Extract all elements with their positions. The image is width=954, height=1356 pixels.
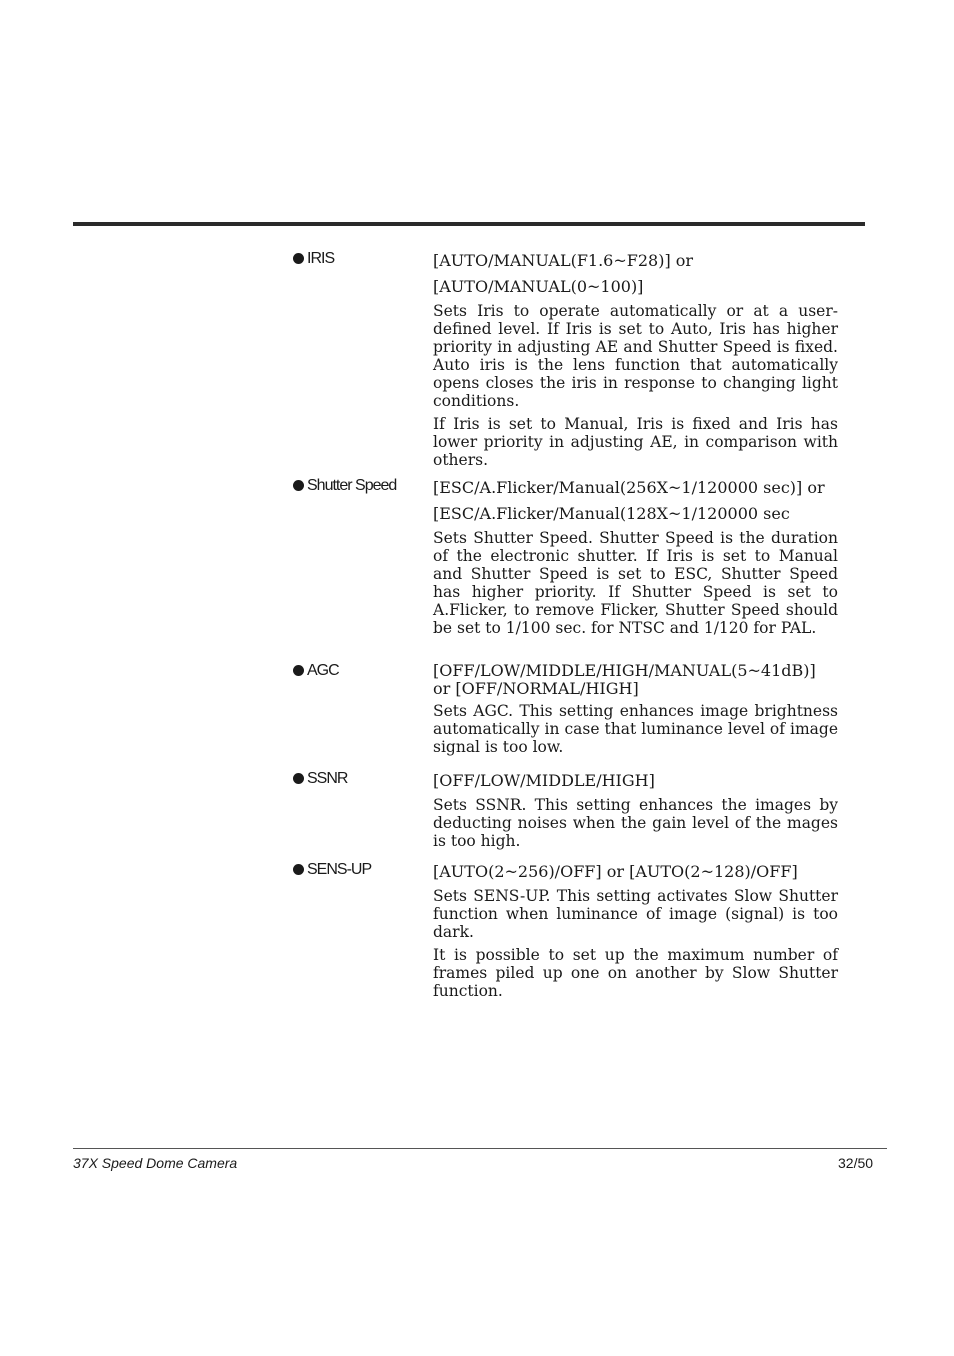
description-paragraph: It is possible to set up the maximum number of frames piled up one on another by Slow Shutter function. (433, 946, 838, 1000)
option-line: [OFF/LOW/MIDDLE/HIGH/MANUAL(5~41dB)] or [OFF/NORMAL/HIGH] (433, 661, 816, 698)
option-line: [AUTO/MANUAL(0~100)] (433, 277, 644, 296)
option-line: [AUTO/MANUAL(F1.6~F28)] or (433, 251, 694, 270)
footer-document-title: 37X Speed Dome Camera (73, 1155, 238, 1171)
setting-label: AGC (293, 662, 339, 680)
setting-description (433, 477, 838, 642)
bullet-icon (293, 773, 304, 784)
description-paragraph: Sets Iris to operate automatically or at a user-defined level. If Iris is set to Auto, Iris has higher priority in adjusting AE and Shutter Speed is fixed. Auto iris is the lens function that automatically opens closes the iris in response to changing light conditions. (433, 302, 838, 410)
description-paragraph: Sets SSNR. This setting enhances the images by deducting noises when the gain level of the mages is too high. (433, 796, 838, 850)
setting-description (433, 250, 838, 474)
setting-description (433, 662, 838, 761)
option-line: [AUTO(2~256)/OFF] or [AUTO(2~128)/OFF] (433, 862, 798, 881)
description-paragraph: If Iris is set to Manual, Iris is fixed and Iris has lower priority in adjusting AE, in comparison with others. (433, 415, 838, 469)
description-paragraph: Sets SENS-UP. This setting activates Slow Shutter function when luminance of image (signal) is too dark. (433, 887, 838, 941)
top-rule (73, 222, 865, 226)
setting-description (433, 770, 838, 855)
setting-label: SSNR (293, 770, 347, 788)
description-paragraph: Sets AGC. This setting enhances image brightness automatically in case that luminance level of image signal is too low. (433, 702, 838, 756)
footer-page-number: 32/50 (838, 1155, 874, 1171)
bullet-icon (293, 480, 304, 491)
bullet-icon (293, 864, 304, 875)
bullet-icon (293, 665, 304, 676)
option-line: [ESC/A.Flicker/Manual(256X~1/120000 sec)] or (433, 478, 825, 497)
option-line: [OFF/LOW/MIDDLE/HIGH] (433, 771, 655, 790)
setting-label: IRIS (293, 250, 334, 268)
option-line: [ESC/A.Flicker/Manual(128X~1/120000 sec (433, 504, 790, 523)
setting-description (433, 861, 838, 1005)
bullet-icon (293, 253, 304, 264)
setting-label: SENS-UP (293, 861, 371, 879)
footer-rule (73, 1148, 887, 1149)
description-paragraph: Sets Shutter Speed. Shutter Speed is the duration of the electronic shutter. If Iris is set to Manual and Shutter Speed is set to ESC, Shutter Speed has higher priority. If Shutter Speed is set to A.Flicker, to remove Flicker, Shutter Speed should be set to 1/100 sec. for NTSC and 1/120 for PAL. (433, 529, 838, 637)
setting-label: Shutter Speed (293, 477, 396, 495)
